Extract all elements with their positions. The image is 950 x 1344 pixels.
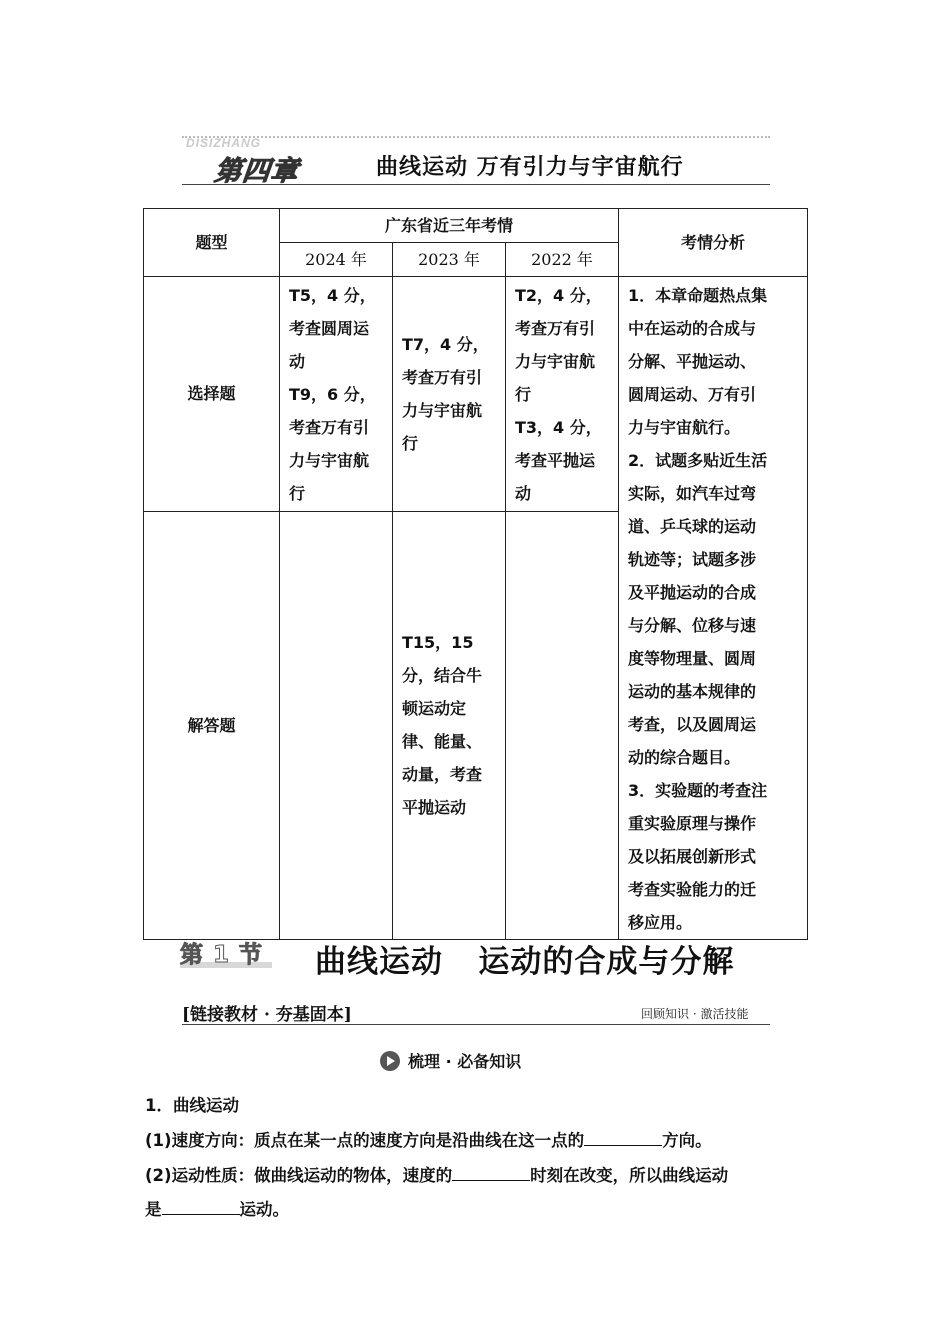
cell-line: T2，4 分， [515,286,602,305]
fill-blank [584,1131,662,1146]
content-paragraph-3 [145,1196,289,1220]
fill-blank [452,1166,530,1181]
summary-text: 梳理 · 必备知识 [408,1052,522,1071]
cell-line: 动量，考查 [402,765,483,785]
cell-answer-2024 [280,511,393,939]
analysis-line: 1．本章命题热点集 [628,286,768,305]
section-title: 曲线运动 运动的合成与分解 [315,944,735,980]
section-badge: 第 1 节 [180,942,264,968]
cell-line: 分，结合牛 [402,666,483,686]
analysis-line: 重实验原理与操作 [628,814,757,833]
analysis-line: 中在运动的合成与 [628,319,757,338]
cell-answer-2022 [506,511,619,939]
fill-blank [162,1200,240,1215]
chapter-title: 曲线运动 万有引力与宇宙航行 [376,154,684,180]
content-paragraph-1 [145,1127,712,1151]
link-review-label: 回顾知识 · 激活技能 [641,1007,749,1021]
analysis-line: 考查，以及圆周运 [628,715,757,734]
cell-choice-2022 [506,277,619,512]
cell-line: T15，15 [402,633,474,653]
chapter-dotted-rule [182,136,770,138]
row-type-answer: 解答题 [144,511,280,939]
analysis-line: 分解、平抛运动、 [628,352,757,371]
row-type-multiple-choice: 选择题 [144,277,280,512]
analysis-line: 2．试题多贴近生活 [628,451,768,470]
analysis-line: 考查实验能力的迁 [628,880,757,899]
cell-choice-2023 [393,277,506,512]
analysis-line: 实际，如汽车过弯 [628,484,757,503]
analysis-line: 圆周运动、万有引 [628,385,757,404]
header-year-2024: 2024 年 [280,243,393,277]
analysis-line: 及平抛运动的合成 [628,583,757,602]
link-rule [182,1024,770,1025]
exam-analysis-table [143,208,808,940]
header-year-2022: 2022 年 [506,243,619,277]
analysis-line: 轨迹等；试题多涉 [628,550,757,569]
text-run: 运动。 [239,1200,289,1219]
header-question-type: 题型 [144,209,280,277]
cell-line: T3，4 分， [515,418,602,437]
analysis-line: 力与宇宙航行。 [628,418,741,437]
cell-line: 考查万有引 [402,367,483,387]
text-run: (2)运动性质：做曲线运动的物体，速度的 [145,1166,453,1185]
cell-line: 考查平抛运 [515,451,596,470]
cell-line: 考查万有引 [289,418,370,437]
text-run: (1)速度方向：质点在某一点的速度方向是沿曲线在这一点的 [145,1131,585,1150]
cell-line: T7，4 分， [402,334,489,354]
header-guangdong-three-years: 广东省近三年考情 [280,209,619,243]
cell-choice-2024 [280,277,393,512]
cell-line: 考查圆周运 [289,319,370,338]
cell-line: 顿运动定 [402,699,467,719]
chapter-rule [182,184,770,185]
analysis-line: 度等物理量、圆周 [628,649,757,668]
cell-line: T5，4 分， [289,286,376,305]
analysis-line: 道、乒乓球的运动 [628,517,757,536]
play-icon [380,1051,400,1071]
header-year-2023: 2023 年 [393,243,506,277]
cell-line: 动 [515,484,532,503]
cell-line: 律、能量、 [402,732,483,752]
cell-line: 平抛运动 [402,798,467,818]
text-run: 方向。 [662,1131,712,1150]
analysis-line: 3．实验题的考查注 [628,781,768,800]
analysis-line: 与分解、位移与速 [628,616,757,635]
cell-line: 考查万有引 [515,319,596,338]
cell-analysis [619,277,808,940]
summary-heading [380,1049,521,1072]
cell-line: 力与宇宙航 [402,400,483,420]
content-heading: 1．曲线运动 [145,1096,239,1115]
cell-line: 动 [289,352,306,371]
analysis-line: 动的综合题目。 [628,748,741,767]
analysis-line: 运动的基本规律的 [628,682,757,701]
content-paragraph-2 [145,1162,728,1186]
analysis-line: 及以拓展创新形式 [628,847,757,866]
link-textbook-label: [链接教材 · 夯基固本] [182,1005,352,1025]
text-run: 是 [145,1200,162,1219]
cell-line: 行 [515,385,532,404]
cell-line: 行 [402,433,419,453]
cell-answer-2023 [393,511,506,939]
chapter-pinyin: DISIZHANG [186,136,261,150]
chapter-badge: 第四章 [213,156,301,187]
text-run: 时刻在改变，所以曲线运动 [530,1166,729,1185]
cell-line: 力与宇宙航 [515,352,596,371]
cell-line: T9，6 分， [289,385,376,404]
cell-line: 力与宇宙航 [289,451,370,470]
header-analysis: 考情分析 [619,209,808,277]
cell-line: 行 [289,484,306,503]
analysis-line: 移应用。 [628,913,693,932]
